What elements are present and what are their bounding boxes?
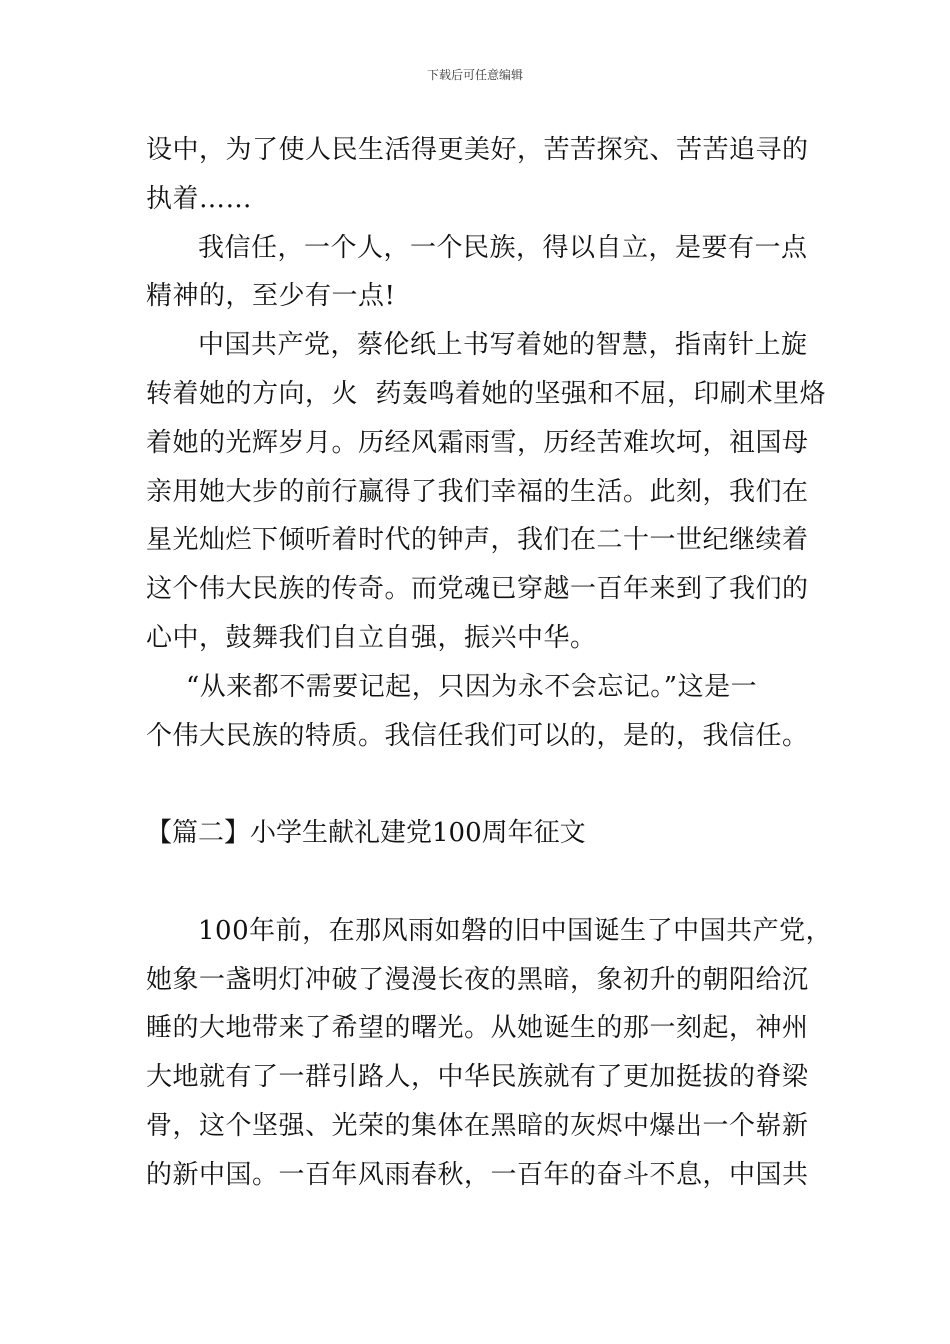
text-line: 执着…… [146,183,253,214]
text-line: 精神的，至少有一点! [146,281,396,312]
document-body [146,126,833,1200]
spacer [146,858,808,907]
text-line: 着她的光辉岁月。历经风霜雨雪，历经苦难坎坷，祖国母 [146,427,809,458]
paragraph-3 [146,321,827,663]
spacer [146,760,808,809]
text-line: 心中，鼓舞我们自立自强，振兴中华。 [146,622,597,653]
text-line: 亲用她大步的前行赢得了我们幸福的生活。此刻，我们在 [146,476,809,507]
paragraph-5 [146,907,833,1200]
text-line: “从来都不需要记起，只因为永不会忘记。”这是一 [186,671,758,702]
text-line: 这个伟大民族的传奇。而党魂已穿越一百年来到了我们的 [146,574,809,605]
paragraph-4 [146,663,808,761]
text-line: 中国共产党，蔡伦纸上书写着她的智慧，指南针上旋 [198,330,808,361]
text-line: 大地就有了一群引路人，中华民族就有了更加挺拔的脊梁 [146,1062,809,1093]
text-line: 的新中国。一百年风雨春秋，一百年的奋斗不息，中国共 [146,1159,809,1190]
paragraph-2 [146,224,808,322]
section-title: 【篇二】小学生献礼建党100周年征文 [146,818,586,849]
text-line: 设中，为了使人民生活得更美好，苦苦探究、苦苦追寻的 [146,135,809,165]
text-line: 个伟大民族的特质。我信任我们可以的，是的，我信任。 [146,720,809,751]
text-line: 100年前，在那风雨如磐的旧中国诞生了中国共产党， [198,915,833,946]
text-line: 睡的大地带来了希望的曙光。从她诞生的那一刻起，神州 [146,1013,809,1044]
paragraph-1 [146,126,808,224]
text-line: 我信任，一个人，一个民族，得以自立，是要有一点 [198,232,808,263]
text-line: 她象一盏明灯冲破了漫漫长夜的黑暗，象初升的朝阳给沉 [146,964,809,995]
page-header: 下载后可任意编辑 [426,68,523,82]
text-line: 星光灿烂下倾听着时代的钟声，我们在二十一世纪继续着 [146,525,809,556]
text-line: 转着她的方向，火 药轰鸣着她的坚强和不屈，印刷术里烙 [146,378,827,409]
text-line: 骨，这个坚强、光荣的集体在黑暗的灰烬中爆出一个崭新 [146,1110,809,1141]
